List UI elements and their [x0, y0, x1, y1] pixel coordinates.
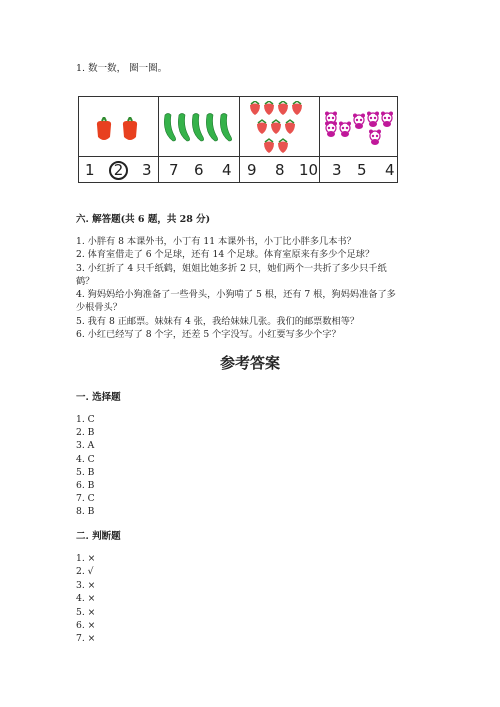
answer-item: 3. × — [76, 579, 96, 591]
answer-item: 8. B — [76, 506, 95, 518]
strawberry-pictures — [249, 101, 311, 155]
problem-line: 3. 小红折了 4 只千纸鹤，姐姐比她多折 2 只，她们两个一共折了多少只千纸 — [76, 262, 387, 274]
count-number: 10 — [299, 161, 319, 179]
section-title-answer-questions: 六. 解答题(共 6 题，共 28 分) — [76, 214, 211, 225]
answer-item: 6. B — [76, 480, 95, 492]
answer-item: 1. × — [76, 553, 96, 564]
answer-item: 6. × — [76, 620, 96, 632]
problem-line: 1. 小胖有 8 本课外书，小丁有 11 本课外书，小丁比小胖多几本书？ — [76, 236, 356, 247]
answer-item: 2. √ — [76, 566, 94, 578]
counting-table — [78, 96, 398, 183]
problem-line: 鹤？ — [76, 275, 95, 287]
strawberry-icon — [250, 104, 260, 116]
answer-item: 7. C — [76, 493, 95, 505]
pepper-pictures — [93, 117, 143, 143]
problem-line: 6. 小红已经写了 8 个字，还差 5 个字没写。小红要写多少个字？ — [76, 329, 341, 341]
count-number: 7 — [169, 161, 179, 179]
pepper-icon — [123, 117, 137, 140]
panda-pictures — [325, 111, 395, 151]
cucumber-pictures — [163, 111, 235, 145]
count-number: 4 — [222, 161, 232, 179]
problem-list — [76, 235, 406, 341]
answer-key-title: 参考答案 — [219, 354, 280, 372]
count-number-circled: 2 — [109, 159, 128, 180]
count-number: 3 — [332, 161, 342, 179]
answer-item: 7. × — [76, 633, 96, 645]
problem-line: 5. 我有 8 正邮票。妹妹有 4 张，我给妹妹几张。我们的邮票数相等？ — [76, 315, 360, 327]
choice-answer-list — [76, 413, 95, 519]
problem-line: 少根骨头？ — [76, 302, 122, 314]
count-number: 4 — [385, 161, 395, 179]
judge-section-title: 二. 判断题 — [76, 531, 121, 542]
judge-answer-list — [76, 552, 95, 646]
cucumber-icon — [220, 114, 231, 142]
answer-item: 2. B — [76, 427, 95, 439]
count-number: 1 — [85, 161, 95, 179]
answer-item: 3. A — [76, 440, 95, 452]
problem-line: 2. 体育室借走了 6 个足球，还有 14 个足球。体育室原来有多少个足球？ — [76, 249, 375, 261]
cucumber-icon — [178, 114, 189, 142]
choice-section-title: 一. 选择题 — [76, 392, 121, 403]
count-number: 5 — [357, 161, 367, 179]
answer-item: 4. C — [76, 453, 95, 465]
pepper-icon — [97, 117, 111, 140]
cucumber-icon — [164, 114, 175, 142]
count-number: 3 — [142, 161, 152, 179]
count-number: 9 — [247, 161, 257, 179]
question-intro: 1. 数一数， 圈一圈。 — [76, 63, 168, 74]
cucumber-icon — [206, 114, 217, 142]
problem-line: 4. 狗妈妈给小狗准备了一些骨头，小狗啃了 5 根，还有 7 根，狗妈妈准备了多 — [76, 289, 396, 301]
count-number: 8 — [275, 161, 285, 179]
answer-item: 5. × — [76, 606, 96, 618]
answer-item: 5. B — [76, 466, 95, 478]
answer-item: 4. × — [76, 593, 96, 605]
answer-item: 1. C — [76, 414, 95, 425]
count-number: 6 — [194, 161, 204, 179]
cucumber-icon — [192, 114, 203, 142]
